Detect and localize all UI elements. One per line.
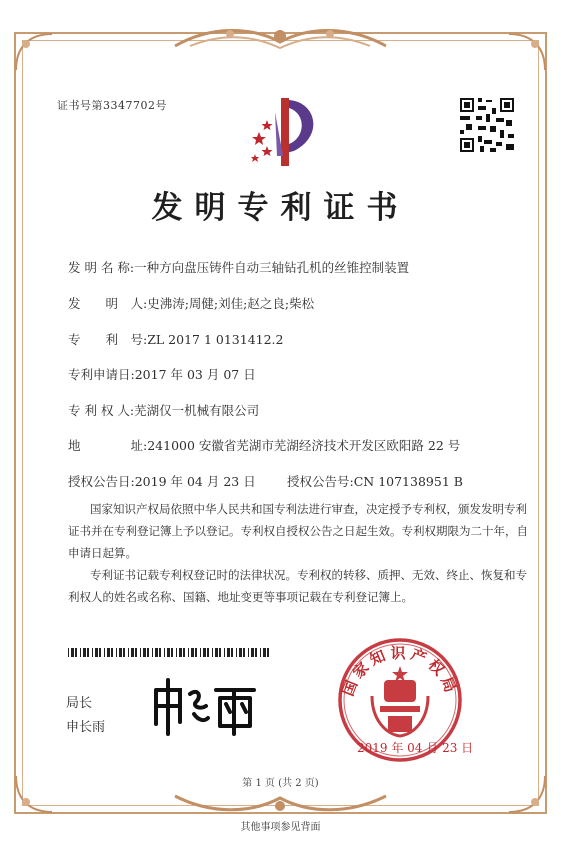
field-value: 241000 安徽省芜湖市芜湖经济技术开发区欧阳路 22 号 xyxy=(147,438,461,453)
field-label: 专 利 权 人: xyxy=(68,403,135,418)
field-patent-no xyxy=(68,330,284,348)
signature-icon xyxy=(150,676,262,736)
field-value: 2019 年 04 月 23 日 xyxy=(134,474,256,489)
field-inventors xyxy=(68,294,314,312)
footer-note: 其他事项参见背面 xyxy=(240,822,321,833)
field-address xyxy=(68,436,460,454)
field-label: 发 明 名 称: xyxy=(68,260,135,275)
paragraph-line: 证书并在专利登记簿上予以登记。专利权自授权公告之日起生效。专利权期限为二十年，自 xyxy=(68,524,528,538)
field-patentee xyxy=(68,401,259,419)
director-title: 局长 xyxy=(66,696,93,711)
ornament-icon xyxy=(170,24,391,54)
ornament-icon xyxy=(507,32,547,72)
page-number: 第 1 页 (共 2 页) xyxy=(242,778,319,789)
certificate-title: 发明专利证书 xyxy=(151,190,410,226)
qr-code-icon xyxy=(458,96,516,154)
barcode-icon xyxy=(68,648,272,657)
paragraph-line: 国家知识产权局依照中华人民共和国专利法进行审查，决定授予专利权，颁发发明专利 xyxy=(90,502,527,516)
field-label: 授权公告日: xyxy=(68,474,135,489)
paragraph-line: 利权人的姓名或名称、国籍、地址变更等事项记载在专利登记簿上。 xyxy=(68,590,413,604)
certificate-number: 证书号第3347702号 xyxy=(57,99,167,112)
field-value: CN 107138951 B xyxy=(353,474,463,489)
field-value: ZL 2017 1 0131412.2 xyxy=(147,332,284,347)
ornament-icon xyxy=(14,32,54,72)
field-grant-date xyxy=(68,472,256,490)
field-value: 一种方向盘压铸件自动三轴钻孔机的丝锥控制装置 xyxy=(134,260,410,275)
field-label: 授权公告号: xyxy=(287,474,354,489)
ornament-icon xyxy=(170,790,391,816)
field-label: 发 明 人: xyxy=(68,296,148,311)
seal-date: 2019 年 04 月 23 日 xyxy=(357,741,474,755)
paragraph-line: 专利证书记载专利权登记时的法律状况。专利权的转移、质押、无效、终止、恢复和专 xyxy=(90,568,527,582)
patent-emblem-icon xyxy=(245,92,325,172)
field-value: 芜湖仅一机械有限公司 xyxy=(134,403,260,418)
field-label: 地 址: xyxy=(68,438,148,453)
field-value: 史沸涛;周健;刘佳;赵之良;柴松 xyxy=(147,296,315,311)
field-value: 2017 年 03 月 07 日 xyxy=(134,367,256,382)
field-label: 专利申请日: xyxy=(68,367,135,382)
svg-text:国家知识产权局 xyxy=(339,644,461,698)
paragraph-line: 申请日起算。 xyxy=(68,546,137,560)
seal-text: 国家知识产权局 xyxy=(338,644,462,699)
field-label: 专 利 号: xyxy=(68,332,148,347)
field-invention-name xyxy=(68,258,409,276)
director-name: 申长雨 xyxy=(66,720,106,735)
field-filing-date xyxy=(68,365,256,383)
field-grant-no xyxy=(287,472,463,490)
